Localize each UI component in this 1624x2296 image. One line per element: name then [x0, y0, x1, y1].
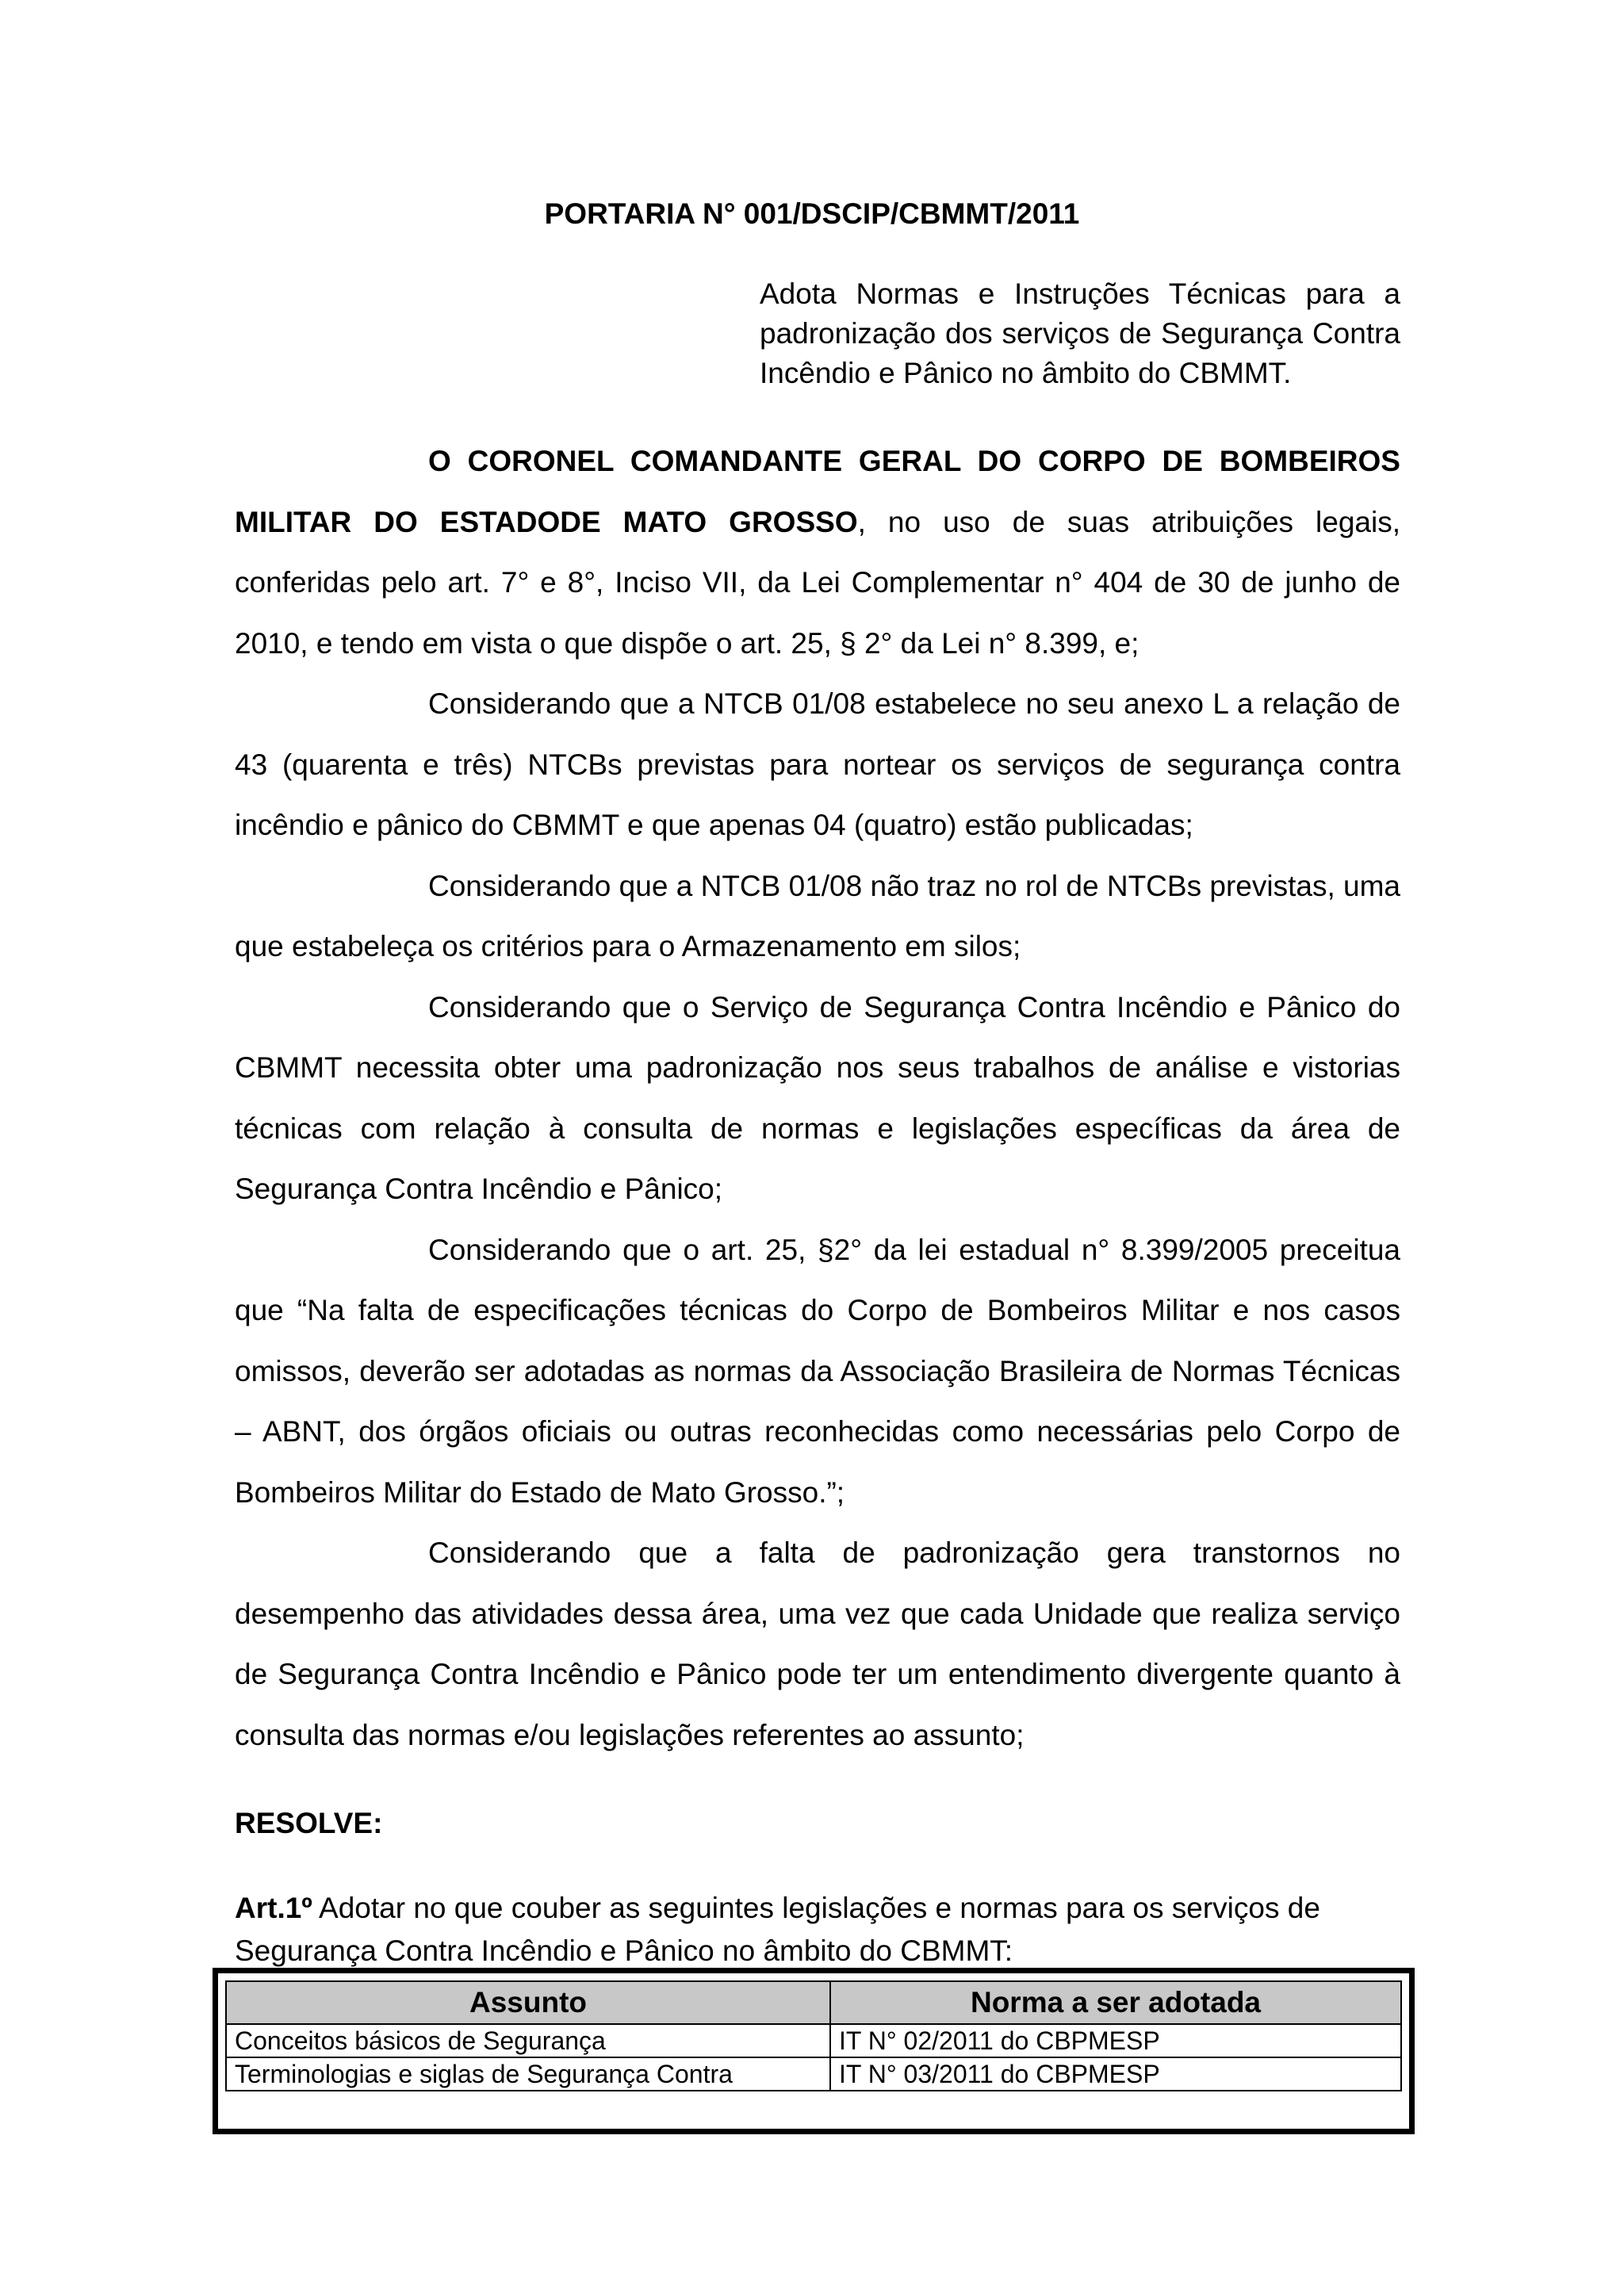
table-header-row — [226, 1981, 1401, 2024]
article-1 — [235, 1887, 1400, 1973]
considerando-paragraph: Considerando que a NTCB 01/08 não traz no rol de NTCBs previstas, uma que estabeleça os critérios para o Armazenamento em silos; — [235, 869, 1400, 962]
norms-table — [225, 1980, 1402, 2091]
document-title: PORTARIA N° 001/DSCIP/CBMMT/2011 — [544, 197, 1080, 230]
table-row — [226, 2024, 1401, 2057]
column-header-norma: Norma a ser adotada — [830, 1981, 1401, 2024]
article-1-label: Art.1º — [235, 1892, 312, 1924]
document-body — [235, 431, 1400, 1766]
considerando-paragraph: Considerando que a NTCB 01/08 estabelece no seu anexo L a relação de 43 (quarenta e três) NTCBs previstas para nortear os serviços de segurança contra incêndio e pânico do CBMMT e que apenas 04 (quatro) estão publicadas; — [235, 687, 1400, 841]
resolve-heading: RESOLVE: — [235, 1807, 383, 1839]
document-summary: Adota Normas e Instruções Técnicas para a padronização dos serviços de Segurança Contra Incêndio e Pânico no âmbito do CBMMT. — [760, 277, 1400, 389]
preamble-paragraph — [235, 431, 1400, 674]
table-cell-assunto: Terminologias e siglas de Segurança Contra — [226, 2057, 830, 2091]
considerando-paragraph: Considerando que o Serviço de Segurança Contra Incêndio e Pânico do CBMMT necessita obter uma padronização nos seus trabalhos de análise e vistorias técnicas com relação à consulta de normas e legislações específicas da área de Segurança Contra Incêndio e Pânico; — [235, 990, 1400, 1205]
table-row — [226, 2057, 1401, 2091]
considerando-paragraph: Considerando que a falta de padronização gera transtornos no desempenho das atividades dessa área, uma vez que cada Unidade que realiza serviço de Segurança Contra Incêndio e Pânico pode ter um entendimento divergente quanto à consulta das normas e/ou legislações referentes ao assunto; — [235, 1536, 1400, 1751]
considerando-paragraph: Considerando que o art. 25, §2° da lei estadual n° 8.399/2005 preceitua que “Na falta de especificações técnicas do Corpo de Bombeiros Militar e nos casos omissos, deverão ser adotadas as normas da Associação Brasileira de Normas Técnicas – ABNT, dos órgãos oficiais ou outras reconhecidas como necessárias pelo Corpo de Bombeiros Militar do Estado de Mato Grosso.”; — [235, 1233, 1400, 1509]
norms-table-frame — [213, 1968, 1415, 2134]
table-cell-norma: IT N° 03/2011 do CBPMESP — [830, 2057, 1401, 2091]
column-header-assunto: Assunto — [226, 1981, 830, 2024]
preamble-text: , no uso de suas atribuições legais, conferidas pelo art. 7° e 8°, Inciso VII, da Lei Complementar n° 404 de 30 de junho de 2010, e tendo em vista o que dispõe o art. 25, § 2° da Lei n° 8.399, e; — [235, 505, 1400, 660]
table-cell-norma: IT N° 02/2011 do CBPMESP — [830, 2024, 1401, 2057]
preamble-bold-lead: O CORONEL COMANDANTE GERAL DO CORPO DE BOMBEIROS MILITAR DO ESTADODE MATO GROSSO — [235, 445, 1400, 538]
table-cell-assunto: Conceitos básicos de Segurança — [226, 2024, 830, 2057]
article-1-text: Adotar no que couber as seguintes legislações e normas para os serviços de Segurança Contra Incêndio e Pânico no âmbito do CBMMT: — [235, 1892, 1320, 1967]
